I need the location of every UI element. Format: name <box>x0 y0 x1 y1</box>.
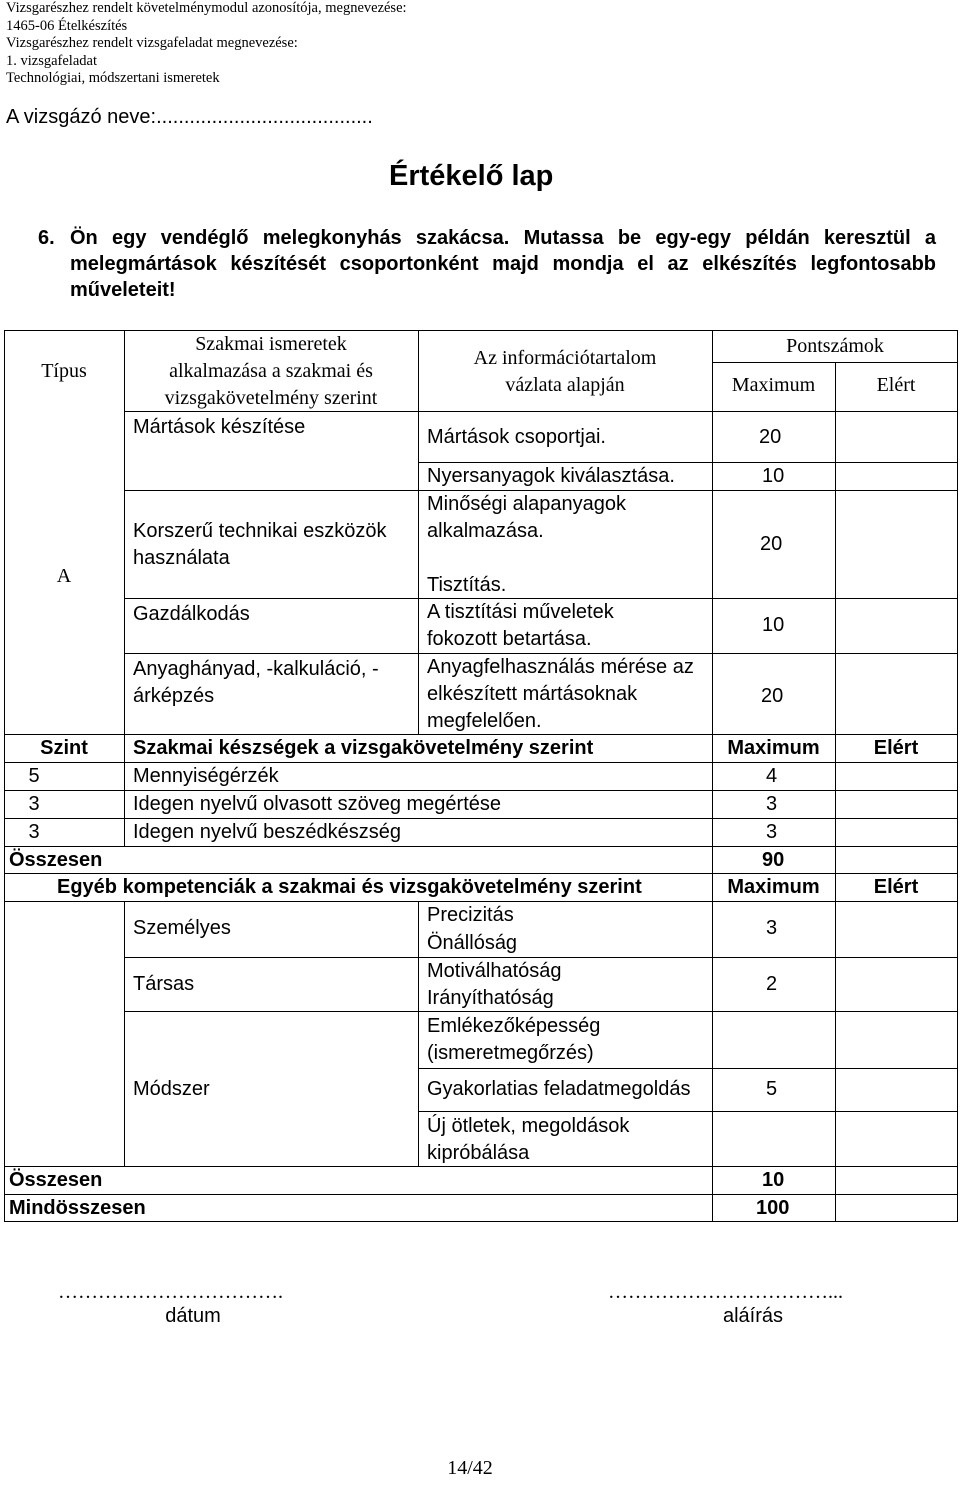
skill-level: 5 <box>28 765 40 787</box>
col-header-skills: Szakmai készségek a vizsgakövetelmény szerint <box>133 737 594 759</box>
header-line: Vizsgarészhez rendelt vizsgafeladat megnevezése: <box>6 35 298 51</box>
knowledge-item: Mártások készítése <box>133 416 306 438</box>
info-item: Mártások csoportjai. <box>427 426 606 448</box>
competency-max: 2 <box>766 973 778 995</box>
col-header-level: Szint <box>40 737 88 759</box>
competency-max: 3 <box>766 917 778 939</box>
competency-item: Gyakorlatias feladatmegoldás <box>427 1078 691 1100</box>
col-header-type: Típus <box>41 360 87 382</box>
col-header-reached: Elért <box>873 737 919 759</box>
document-header <box>6 0 407 88</box>
competency-item: Önállóság <box>427 932 518 954</box>
info-item <box>427 654 694 735</box>
col-header-max: Maximum <box>727 737 820 759</box>
skill-max: 4 <box>766 765 778 787</box>
skill-name: Mennyiségérzék <box>133 765 279 787</box>
info-item <box>427 599 614 653</box>
col-header-info <box>418 345 712 399</box>
competency-item: Precizitás <box>427 904 514 926</box>
page-title: Értékelő lap <box>389 160 554 192</box>
competency-max: 5 <box>766 1078 778 1100</box>
knowledge-text: használata <box>133 547 230 569</box>
knowledge-text: Korszerű technikai eszközök <box>133 520 387 542</box>
header-text: vázlata alapján <box>505 374 625 396</box>
knowledge-item <box>133 518 386 572</box>
info-item: Nyersanyagok kiválasztása. <box>427 465 675 487</box>
points-max: 20 <box>760 533 783 555</box>
header-line: Technológiai, módszertani ismeretek <box>6 70 220 86</box>
col-header-reached: Elért <box>873 876 919 898</box>
competency-group: Társas <box>133 973 195 995</box>
task-number: 6. <box>38 227 55 249</box>
header-text: Az információtartalom <box>473 347 657 369</box>
col-header-max: Maximum <box>727 876 820 898</box>
info-item <box>427 491 626 545</box>
header-line: 1. vizsgafeladat <box>6 52 97 69</box>
col-header-points: Pontszámok <box>786 335 884 357</box>
skill-name: Idegen nyelvű beszédkészség <box>133 821 401 843</box>
subtotal-value: 10 <box>762 1169 785 1191</box>
knowledge-text: Anyaghányad, -kalkuláció, - <box>133 658 379 680</box>
header-line: Vizsgarészhez rendelt követelménymodul azonosítója, megnevezése: <box>6 0 407 16</box>
points-max: 10 <box>762 465 785 487</box>
competency-item <box>427 1013 600 1067</box>
info-text: elkészített mártásoknak <box>427 683 638 705</box>
col-header-reached: Elért <box>876 374 916 396</box>
candidate-name-field: A vizsgázó neve:....................................... <box>6 106 373 128</box>
points-max: 20 <box>759 426 782 448</box>
header-line: 1465-06 Ételkészítés <box>6 17 128 34</box>
points-max: 10 <box>762 614 785 636</box>
competency-item <box>427 1113 629 1167</box>
skill-max: 3 <box>766 821 778 843</box>
info-text: A tisztítási műveletek <box>427 601 614 623</box>
competency-text: kipróbálása <box>427 1142 530 1164</box>
info-text: fokozott betartása. <box>427 628 592 650</box>
date-line: ……………………………. <box>58 1281 283 1303</box>
signature-line: ……………………………... <box>608 1281 843 1303</box>
header-text: Szakmai ismeretek <box>195 333 347 355</box>
info-text: Anyagfelhasználás mérése az <box>427 656 694 678</box>
page-number: 14/42 <box>447 1457 493 1479</box>
subtotal-label: Összesen <box>9 1169 103 1191</box>
knowledge-item <box>133 656 379 710</box>
competency-item: Motiválhatóság <box>427 960 562 982</box>
grand-total-label: Mindösszesen <box>9 1197 146 1219</box>
competency-group: Módszer <box>133 1078 210 1100</box>
info-text: alkalmazása. <box>427 520 544 542</box>
points-max: 20 <box>761 685 784 707</box>
skill-name: Idegen nyelvű olvasott szöveg megértése <box>133 793 501 815</box>
date-label: dátum <box>165 1305 221 1327</box>
type-value: A <box>56 565 72 587</box>
skill-level: 3 <box>28 793 40 815</box>
skill-level: 3 <box>28 821 40 843</box>
header-text: vizsgakövetelmény szerint <box>164 387 378 409</box>
info-item: Tisztítás. <box>427 574 507 596</box>
info-text: Minőségi alapanyagok <box>427 493 627 515</box>
col-header-knowledge <box>124 331 418 412</box>
task-description <box>38 225 936 303</box>
header-text: alkalmazása a szakmai és <box>169 360 373 382</box>
task-text: Ön egy vendéglő melegkonyhás szakácsa. Mutassa be egy-egy példán keresztül a melegmártások készítését csoportonként majd mondja el az elkészítés legfontosabb műveleteit! <box>70 227 936 301</box>
competencies-heading: Egyéb kompetenciák a szakmai és vizsgakövetelmény szerint <box>57 876 642 898</box>
competency-text: Emlékezőképesség <box>427 1015 601 1037</box>
competency-text: (ismeretmegőrzés) <box>427 1042 594 1064</box>
competency-text: Új ötletek, megoldások <box>427 1115 630 1137</box>
col-header-max: Maximum <box>731 374 816 396</box>
subtotal-value: 90 <box>762 849 785 871</box>
knowledge-text: árképzés <box>133 685 215 707</box>
subtotal-label: Összesen <box>9 849 103 871</box>
competency-item: Irányíthatóság <box>427 987 554 1009</box>
skill-max: 3 <box>766 793 778 815</box>
competency-group: Személyes <box>133 917 231 939</box>
signature-label: aláírás <box>722 1305 784 1327</box>
info-text: megfelelően. <box>427 710 542 732</box>
knowledge-item: Gazdálkodás <box>133 603 250 625</box>
grand-total-value: 100 <box>756 1197 790 1219</box>
